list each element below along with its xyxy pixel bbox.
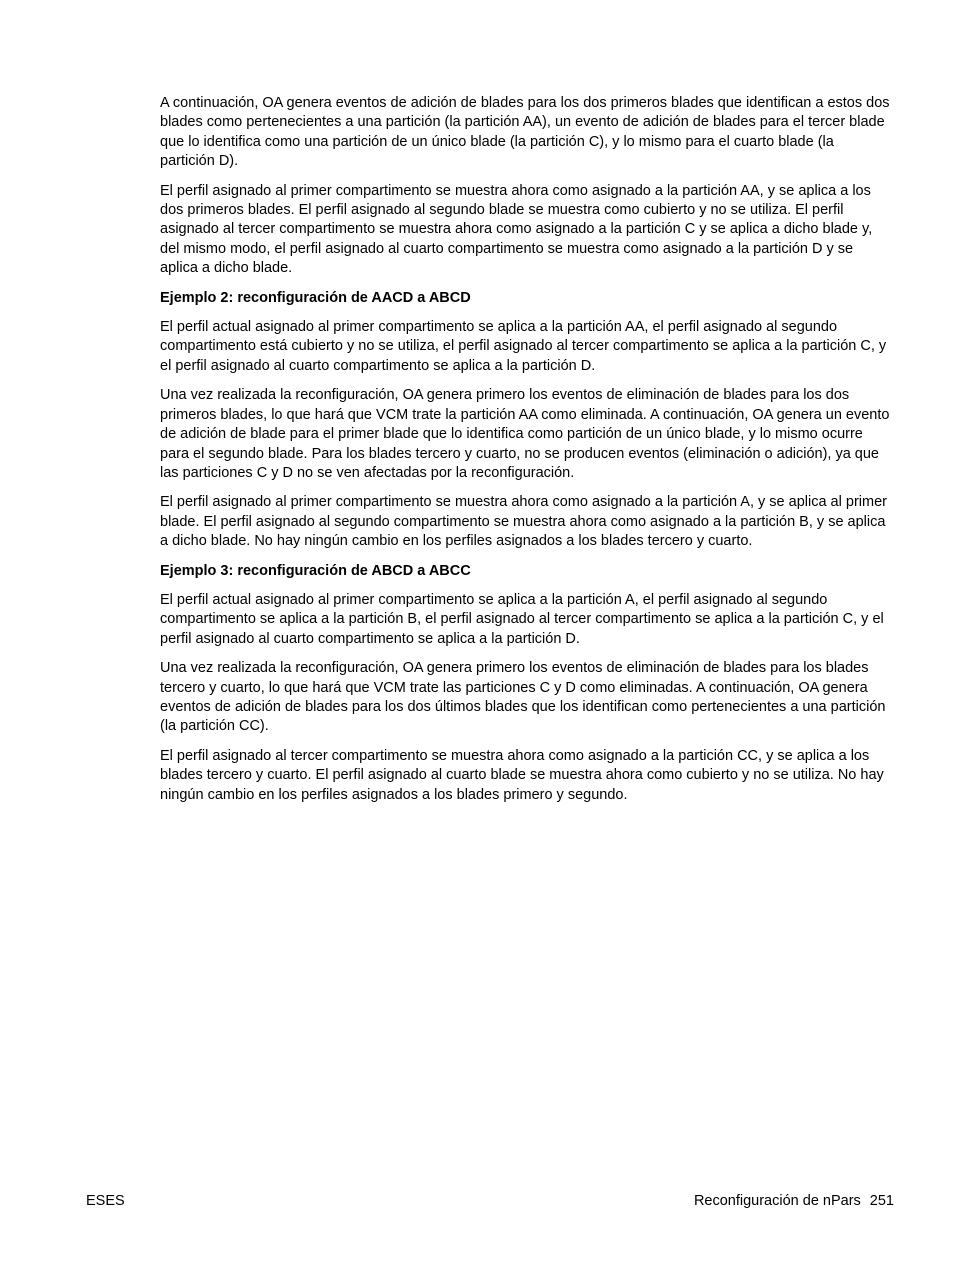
paragraph-4: Una vez realizada la reconfiguración, OA genera primero los eventos de eliminación de blades para los dos primeros blades, lo que hará que VCM trate la partición AA como eliminada. A continuación, OA genera un evento de adición de blade para el primer blade que lo identifica como partición de un único blade, y lo mismo ocurre para el segundo blade. Para los blades tercero y cuarto, no se producen eventos (eliminación o adición), ya que las particiones C y D no se ven afectadas por la reconfiguración.: [160, 387, 890, 481]
paragraph-7: Una vez realizada la reconfiguración, OA genera primero los eventos de eliminación de blades para los blades tercero y cuarto, lo que hará que VCM trate las particiones C y D como eliminadas. A continuación, OA genera eventos de adición de blades para los dos últimos blades que los identifican como pertenecientes a una partición (la partición CC).: [160, 660, 886, 735]
paragraph-2: El perfil asignado al primer compartimento se muestra ahora como asignado a la partición AA, y se aplica a los dos primeros blades. El perfil asignado al segundo blade se muestra como cubierto y no se utiliza. El perfil asignado al tercer compartimento se muestra ahora como asignado a la partición C y se aplica a dicho blade y, del mismo modo, el perfil asignado al cuarto compartimento se muestra como asignado a la partición D y se aplica a dicho blade.: [160, 182, 873, 277]
footer-language-code: ESES: [86, 1193, 125, 1209]
example-3-heading: Ejemplo 3: reconfiguración de ABCD a ABCC: [160, 562, 471, 579]
paragraph-6: El perfil actual asignado al primer compartimento se aplica a la partición A, el perfil asignado al segundo compartimento se aplica a la partición B, el perfil asignado al tercer compartimento se aplica a la partición C, y el perfil asignado al cuarto compartimento se aplica a la partición D.: [160, 591, 884, 647]
footer-section-info: [694, 1192, 894, 1211]
paragraph-5: El perfil asignado al primer compartimento se muestra ahora como asignado a la partición A, y se aplica al primer blade. El perfil asignado al segundo compartimento se muestra ahora como asignado a la partición B, y se aplica a dicho blade. No hay ningún cambio en los perfiles asignados a los blades tercero y cuarto.: [160, 494, 887, 550]
footer-section-title: Reconfiguración de nPars: [693, 1193, 861, 1209]
paragraph-3: El perfil actual asignado al primer compartimento se aplica a la partición AA, el perfil asignado al segundo compartimento está cubierto y no se utiliza, el perfil asignado al tercer compartimento se aplica a la partición C, y el perfil asignado al cuarto compartimento se aplica a la partición D.: [160, 319, 887, 374]
paragraph-1: A continuación, OA genera eventos de adición de blades para los dos primeros blades que identifican a estos dos blades como pertenecientes a una partición (la partición AA), un evento de adición de blades para el tercer blade que lo identifica como una partición de un único blade (la partición C), y lo mismo para el cuarto blade (la partición D).: [160, 95, 890, 170]
page-number: 251: [869, 1193, 894, 1209]
paragraph-8: El perfil asignado al tercer compartimento se muestra ahora como asignado a la partición CC, y se aplica a los blades tercero y cuarto. El perfil asignado al cuarto blade se muestra ahora como cubierto y no se utiliza. No hay ningún cambio en los perfiles asignados a los blades primero y segundo.: [160, 747, 884, 803]
example-2-heading: Ejemplo 2: reconfiguración de AACD a ABCD: [160, 289, 471, 306]
page-content: [160, 94, 890, 815]
